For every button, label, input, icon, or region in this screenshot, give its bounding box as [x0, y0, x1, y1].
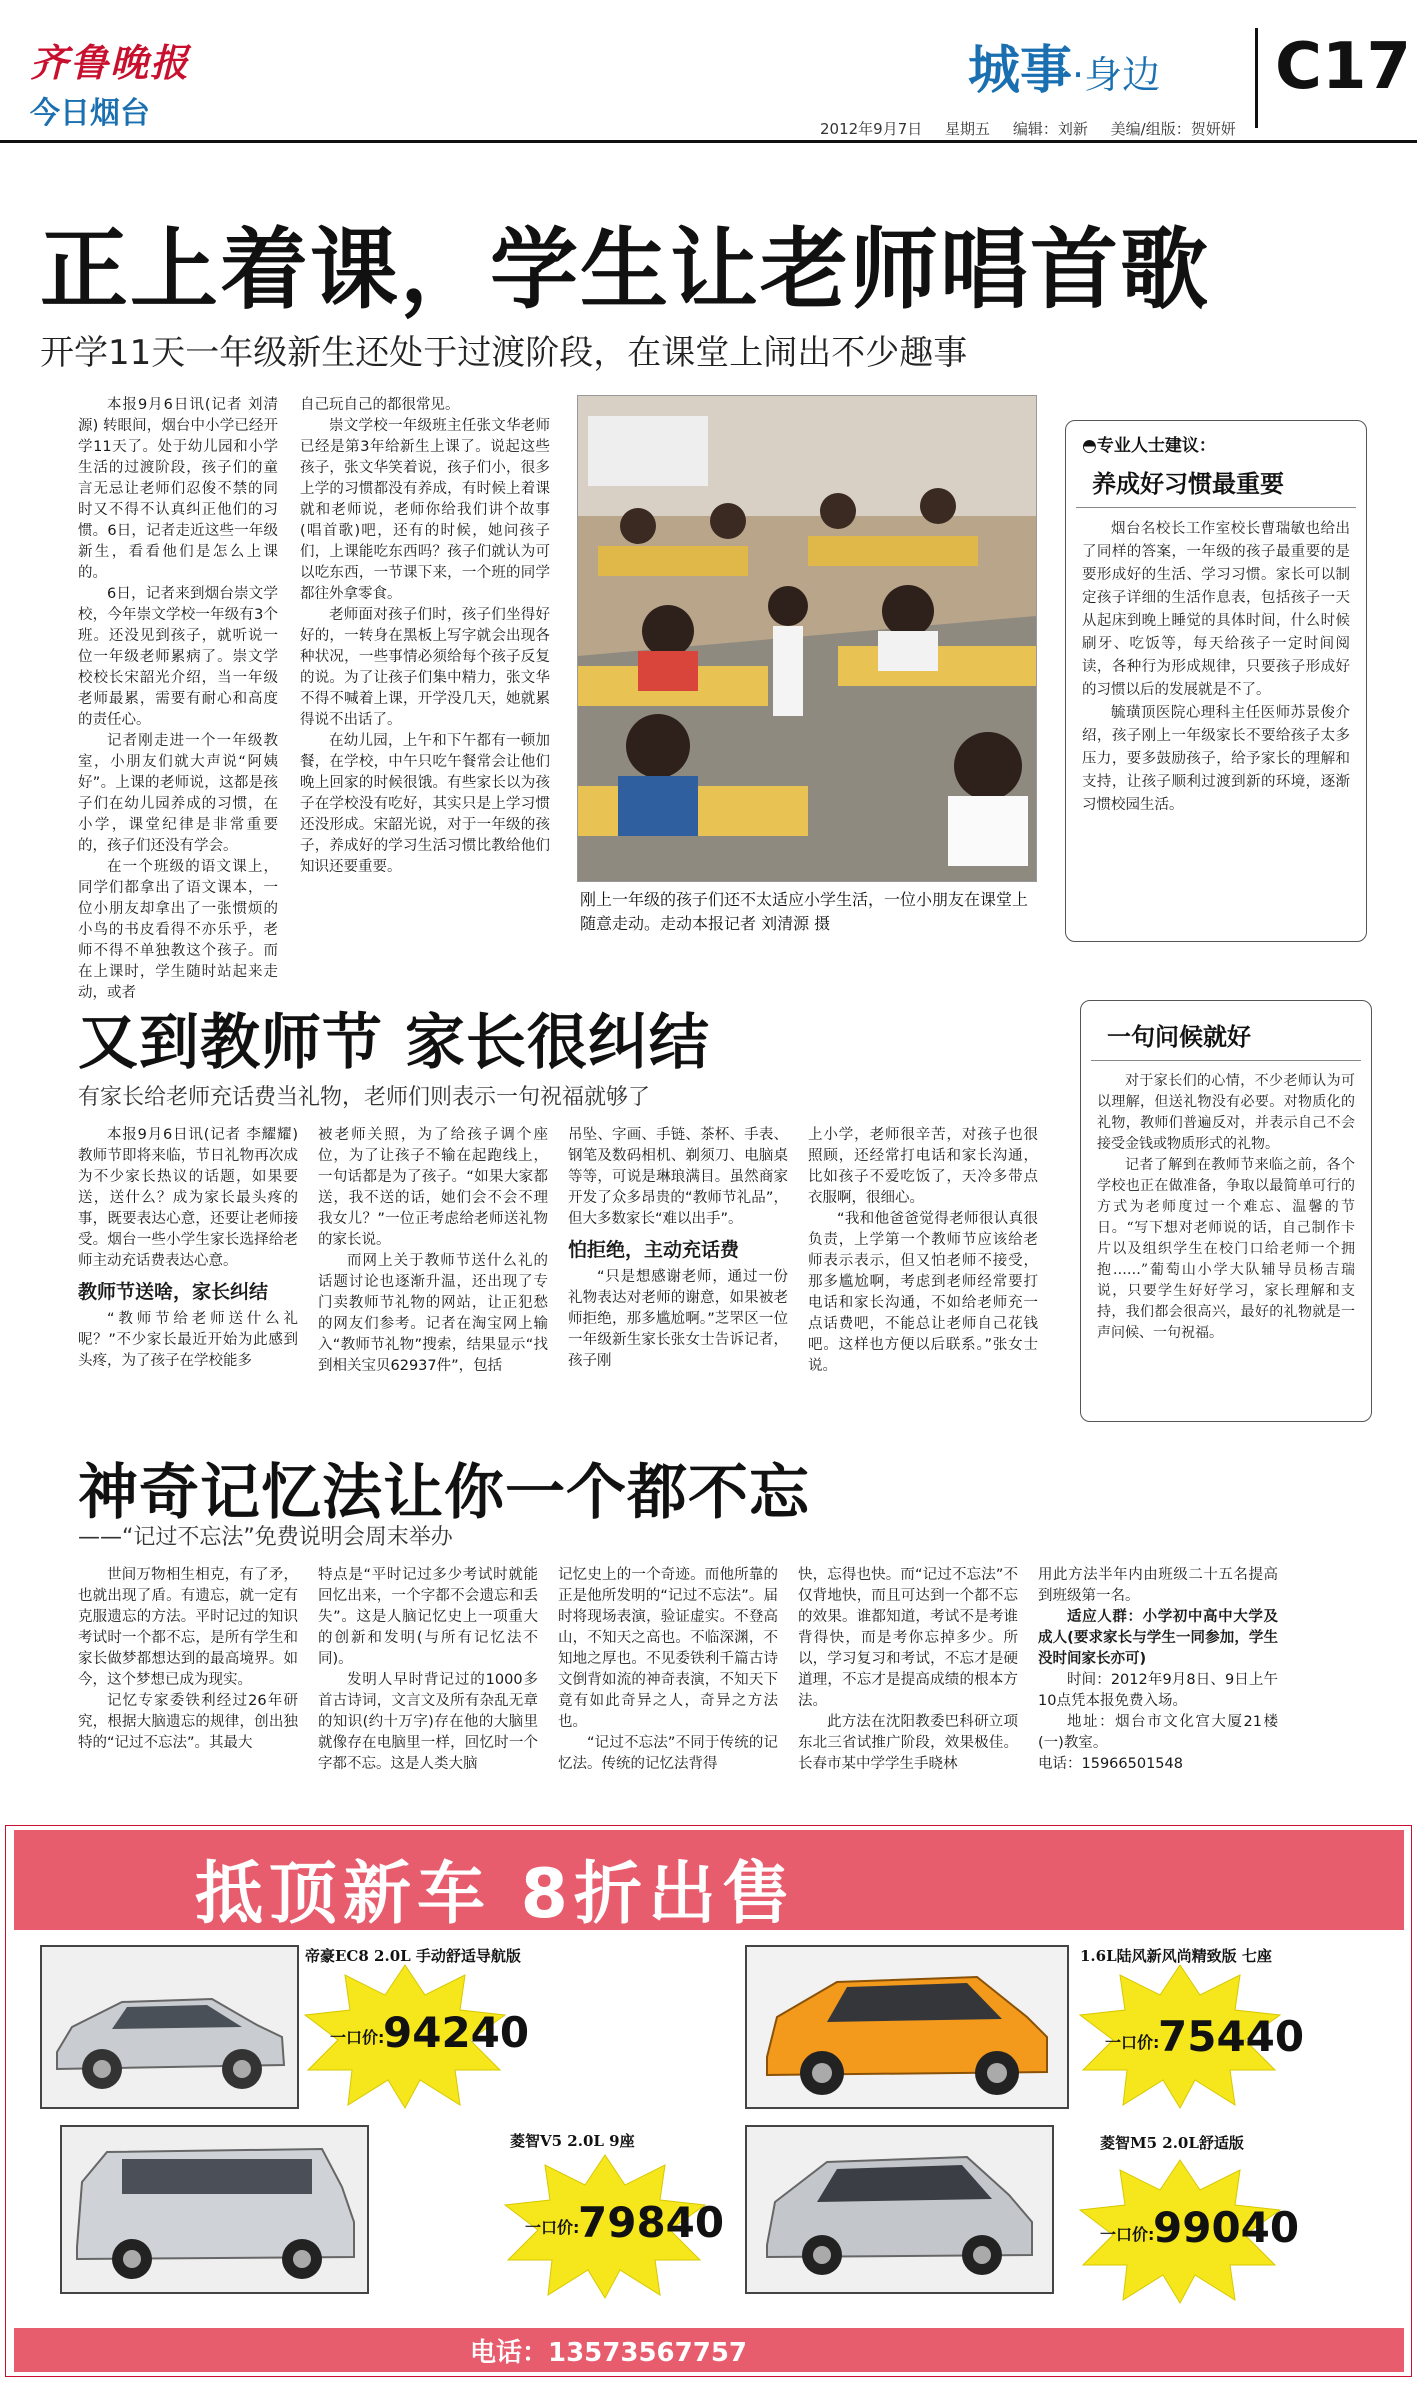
- car-photo-van-silver: [60, 2125, 369, 2294]
- story3-subheadline: ——“记过不忘法”免费说明会周末举办: [78, 1525, 453, 1550]
- ad-phone[interactable]: 电话：13573567757: [470, 2338, 747, 2368]
- story3-column-4: [798, 1565, 1018, 1775]
- ad-title: 抵顶新车 8折出售: [195, 1855, 796, 1934]
- paragraph: 时间：2012年9月8日、9日上午10点凭本报免费入场。: [1038, 1672, 1278, 1709]
- story2-subheadline: 有家长给老师充话费当礼物，老师们则表示一句祝福就够了: [78, 1085, 651, 1110]
- minivan-icon: [747, 1947, 1067, 2107]
- paragraph: 本报9月6日讯(记者 刘清源) 转眼间，烟台中小学已经开学11天了。处于幼儿园和小学生活的过渡阶段，孩子们的童言无忌让老师们忍俊不禁的同时又不得不认真纠正他们的习惯。6日，记者走近这些一年级新生，看看他们是怎么上课的。: [78, 397, 278, 581]
- issue-meta: [820, 118, 1254, 139]
- paragraph: 地址：烟台市文化宫大厦21楼(一)教室。: [1038, 1714, 1278, 1751]
- sidebar-body: [1081, 1061, 1371, 1354]
- sidebar-lead-text: 专业人士建议：: [1096, 436, 1216, 456]
- issue-weekday: 星期五: [945, 120, 991, 138]
- paragraph: 自己玩自己的都很常见。: [300, 397, 460, 413]
- paragraph: 对于家长们的心情，不少老师认为可以理解，但送礼物没有必要。对物质化的礼物，教师们普遍反对，并表示自己不会接受金钱或物质形式的礼物。: [1097, 1073, 1355, 1152]
- paragraph: 烟台名校长工作室校长曹瑞敏也给出了同样的答案，一年级的孩子最重要的是要形成好的生活、学习习惯。家长可以制定孩子详细的生活作息表，包括孩子一天从起床到晚上睡觉的具体时间，什么时候刷牙、吃饭等，每天给孩子一定时间阅读，各种行为形成规律，只要孩子形成好的习惯以后的发展就是不了。: [1082, 521, 1350, 698]
- paragraph: 特点是“平时记过多少考试时就能回忆出来，一个字都不会遗忘和丢失”。这是人脑记忆史上一项重大的创新和发明(与所有记忆法不同)。: [318, 1567, 538, 1667]
- car-photo-mpv-silver: [745, 2125, 1054, 2294]
- newspaper-logo: 齐鲁晚报: [30, 40, 191, 85]
- paragraph: 在一个班级的语文课上，同学们都拿出了语文课本，一位小朋友却拿出了一张惯烦的小鸟的书皮看得不亦乐乎，老师不得不单独教这个孩子。而在上课时，学生随时站起来走动，或者: [78, 859, 278, 1001]
- paragraph: 6日，记者来到烟台崇文学校，今年崇文学校一年级有3个班。还没见到孩子，就听说一位一年级老师累病了。崇文学校校长宋韶光介绍，当一年级老师最累，需要有耐心和高度的责任心。: [78, 586, 278, 728]
- story2-column-2: [318, 1125, 548, 1377]
- story1-column-2: [300, 395, 550, 878]
- car-photo-mpv-orange: [745, 1945, 1069, 2109]
- masthead-divider: [1255, 28, 1258, 128]
- car-price: 94240: [383, 2008, 530, 2057]
- car-price: 75440: [1158, 2012, 1305, 2061]
- section-name: 城事: [968, 41, 1073, 101]
- section-title: [968, 28, 1160, 103]
- classroom-illustration: [578, 396, 1036, 881]
- photo-caption: 刚上一年级的孩子们还不太适应小学生活，一位小朋友在课堂上随意走动。走动本报记者 刘清源 摄: [580, 890, 1029, 933]
- paragraph: 记忆专家委铁利经过26年研究，根据大脑遗忘的规律，创出独特的“记过不忘法”。其最大: [78, 1693, 298, 1751]
- paragraph: 电话：15966501548: [1038, 1756, 1183, 1772]
- story2-column-1: [78, 1125, 298, 1372]
- paragraph: “教师节给老师送什么礼呢？”不少家长最近开始为此感到头疼，为了孩子在学校能多: [78, 1311, 298, 1369]
- price-label: 一口价:: [1100, 2225, 1155, 2244]
- sidebar-expert-advice: [1065, 420, 1367, 942]
- car-model-label: 1.6L陆风新风尚精致版 七座: [1080, 1947, 1272, 1965]
- story1-headline: 正上着课，学生让老师唱首歌: [40, 218, 1211, 321]
- paragraph: “我和他爸爸觉得老师很认真很负责，上学第一个教师节应该给老师表示表示，但又怕老师不接受，那多尴尬啊，考虑到老师经常要打电话和家长沟通，不如给老师充一点话费吧，不能总让老师自己花钱吧。这样也方便以后联系。”张女士说。: [808, 1211, 1038, 1374]
- story1-column-1: [78, 395, 278, 1004]
- section-subname: ·身边: [1072, 53, 1161, 97]
- paragraph: 在幼儿园，上午和下午都有一顿加餐，在学校，中午只吃午餐常会让他们晚上回家的时候很饿。有些家长以为孩子在学校没有吃好，其实只是上学习惯还没形成。宋韶光说，对于一年级的孩子，养成好的学习生活习惯比教给他们知识还要重要。: [300, 733, 550, 875]
- masthead-rule: [0, 140, 1417, 143]
- paragraph: 被老师关照，为了给孩子调个座位，为了让孩子不输在起跑线上，一句话都是为了孩子。“如果大家都送，我不送的话，她们会不会不理我女儿？”一位正考虑给老师送礼物的家长说。: [318, 1127, 548, 1248]
- issue-designer: 美编/组版：贺妍妍: [1110, 120, 1236, 138]
- story3-headline: 神奇记忆法让你一个都不忘: [78, 1458, 810, 1528]
- story2-column-4: [808, 1125, 1038, 1377]
- paragraph: 用此方法半年内由班级二十五名提高到班级第一名。: [1038, 1567, 1278, 1604]
- sidebar-body: [1066, 508, 1366, 827]
- paragraph: 记忆史上的一个奇迹。而他所靠的正是他所发明的“记过不忘法”。届时将现场表演，验证虚实。不登高山，不知天之高也。不临深渊，不知地之厚也。不见委铁利千篇古诗文倒背如流的神奇表演，不知天下竟有如此奇异之人，奇异之方法也。: [558, 1567, 778, 1730]
- classroom-photo: [577, 395, 1037, 882]
- paragraph: 适应人群：小学初中高中大学及成人(要求家长与学生一同参加，学生没时间家长亦可): [1038, 1609, 1278, 1667]
- sidebar-title: 一句问候就好: [1091, 1001, 1361, 1061]
- paragraph: 毓璜顶医院心理科主任医师苏景俊介绍，孩子刚上一年级家长不要给孩子太多压力，要多鼓励孩子，给予家长的理解和支持，让孩子顺利过渡到新的环境，逐渐习惯校园生活。: [1082, 705, 1350, 813]
- paragraph: “记过不忘法”不同于传统的记忆法。传统的记忆法背得: [558, 1735, 778, 1772]
- paragraph: 记者刚走进一个一年级教室，小朋友们就大声说“阿姨好”。上课的老师说，这都是孩子们在幼儿园养成的习惯，在小学，课堂纪律是非常重要的，孩子们还没有学会。: [78, 733, 278, 854]
- story3-column-3: [558, 1565, 778, 1775]
- paragraph: 此方法在沈阳教委巴科研立项东北三省试推广阶段，效果极佳。长春市某中学学生手晓林: [798, 1714, 1018, 1772]
- paragraph: 记者了解到在教师节来临之前，各个学校也正在做准备，争取以最简单可行的方式为老师度过一个难忘、温馨的节日。“写下想对老师说的话，自己制作卡片以及组织学生在校门口给老师一个拥抱……”葡萄山小学大队辅导员杨吉瑞说，只要学生好好学习，家长理解和支持，我们都会很高兴，最好的礼物就是一声问候、一句祝福。: [1097, 1157, 1355, 1341]
- sidebar-title: 养成好习惯最重要: [1076, 460, 1356, 508]
- car-model-label: 菱智M5 2.0L舒适版: [1100, 2134, 1244, 2152]
- car-price: 79840: [578, 2198, 725, 2247]
- car-model-label: 菱智V5 2.0L 9座: [510, 2132, 635, 2150]
- issue-editor: 编辑：刘新: [1012, 120, 1088, 138]
- story3-column-1: [78, 1565, 298, 1754]
- paragraph: 而网上关于教师节送什么礼的话题讨论也逐渐升温，还出现了专门卖教师节礼物的网站，让正犯愁的网友们参考。记者在淘宝网上输入“教师节礼物”搜索，结果显示“找到相关宝贝62937件”，包括: [318, 1253, 548, 1374]
- issue-date: 2012年9月7日: [820, 120, 923, 138]
- sedan-icon: [42, 1947, 297, 2107]
- paragraph: “只是想感谢老师，通过一份礼物表达对老师的谢意，如果被老师拒绝，那多尴尬啊。”芝罘区一位一年级新生家长张女士告诉记者，孩子刚: [568, 1269, 788, 1369]
- paragraph: 本报9月6日讯(记者 李耀耀) 教师节即将来临，节日礼物再次成为不少家长热议的话题，如果要送，送什么？成为家长最头疼的事，既要表达心意，还要让老师接受。烟台一些小学生家长选择给老师主动充话费表达心意。: [78, 1127, 298, 1269]
- car-price: 99040: [1153, 2203, 1300, 2252]
- sidebar-greeting: [1080, 1000, 1372, 1422]
- story2-subhead-1: 教师节送啥，家长纠结: [78, 1281, 269, 1303]
- price-label: 一口价:: [330, 2028, 385, 2047]
- story1-subheadline: 开学11天一年级新生还处于过渡阶段，在课堂上闹出不少趣事: [40, 333, 968, 373]
- van-icon: [62, 2127, 367, 2292]
- paragraph: 吊坠、字画、手链、茶杯、手表、钢笔及数码相机、剃须刀、电脑桌等等，可说是琳琅满目。虽然商家开发了众多昂贵的“教师节礼品”，但大多数家长“难以出手”。: [568, 1127, 788, 1227]
- paragraph: 快，忘得也快。而“记过不忘法”不仅背地快，而且可达到一个都不忘的效果。谁都知道，考试不是考谁背得快，而是考你忘掉多少。所以，学习复习和考试，不忘才是硬道理，不忘才是提高成绩的根本方法。: [798, 1567, 1018, 1709]
- story2-subhead-2: 怕拒绝，主动充话费: [568, 1239, 740, 1261]
- price-label: 一口价:: [525, 2218, 580, 2237]
- sidebar-lead: [1066, 421, 1366, 460]
- car-photo-sedan: [40, 1945, 299, 2109]
- paragraph: 上小学，老师很辛苦，对孩子也很照顾，还经常打电话和家长沟通，比如孩子不爱吃饭了，天冷多带点衣服啊，很细心。: [808, 1127, 1038, 1206]
- minivan-icon: [747, 2127, 1052, 2292]
- speech-icon: ◓: [1082, 436, 1097, 456]
- page-number: C17: [1275, 30, 1412, 104]
- edition-name: 今日烟台: [30, 96, 150, 131]
- story3-column-2: [318, 1565, 538, 1775]
- price-label: 一口价:: [1105, 2033, 1160, 2052]
- story2-column-3: [568, 1125, 788, 1372]
- story3-column-5: [1038, 1565, 1278, 1775]
- paragraph: 世间万物相生相克，有了矛，也就出现了盾。有遗忘，就一定有克服遗忘的方法。平时记过的知识考试时一个都不忘，是所有学生和家长做梦都想达到的最高境界。如今，这个梦想已成为现实。: [78, 1567, 298, 1688]
- paragraph: 崇文学校一年级班主任张文华老师已经是第3年给新生上课了。说起这些孩子，张文华笑着说，孩子们小，很多上学的习惯都没有养成，有时候上着课就和老师说，老师你给我们讲个故事(唱首歌)吧，还有的时候，她问孩子们，上课能吃东西吗？孩子们就认为可以吃东西，一节课下来，一个班的同学都往外拿零食。: [300, 418, 550, 602]
- paragraph: 发明人早时背记过的1000多首古诗词，文言文及所有杂乱无章的知识(约十万字)存在他的大脑里就像存在电脑里一样，回忆时一个字都不忘。这是人类大脑: [318, 1672, 538, 1772]
- paragraph: 老师面对孩子们时，孩子们坐得好好的，一转身在黑板上写字就会出现各种状况，一些事情必须给每个孩子反复的说。为了让孩子们集中精力，张文华不得不喊着上课，开学没几天，她就累得说不出话了。: [300, 607, 550, 728]
- car-model-label: 帝豪EC8 2.0L 手动舒适导航版: [305, 1947, 521, 1965]
- story2-headline: 又到教师节 家长很纠结: [78, 1008, 710, 1078]
